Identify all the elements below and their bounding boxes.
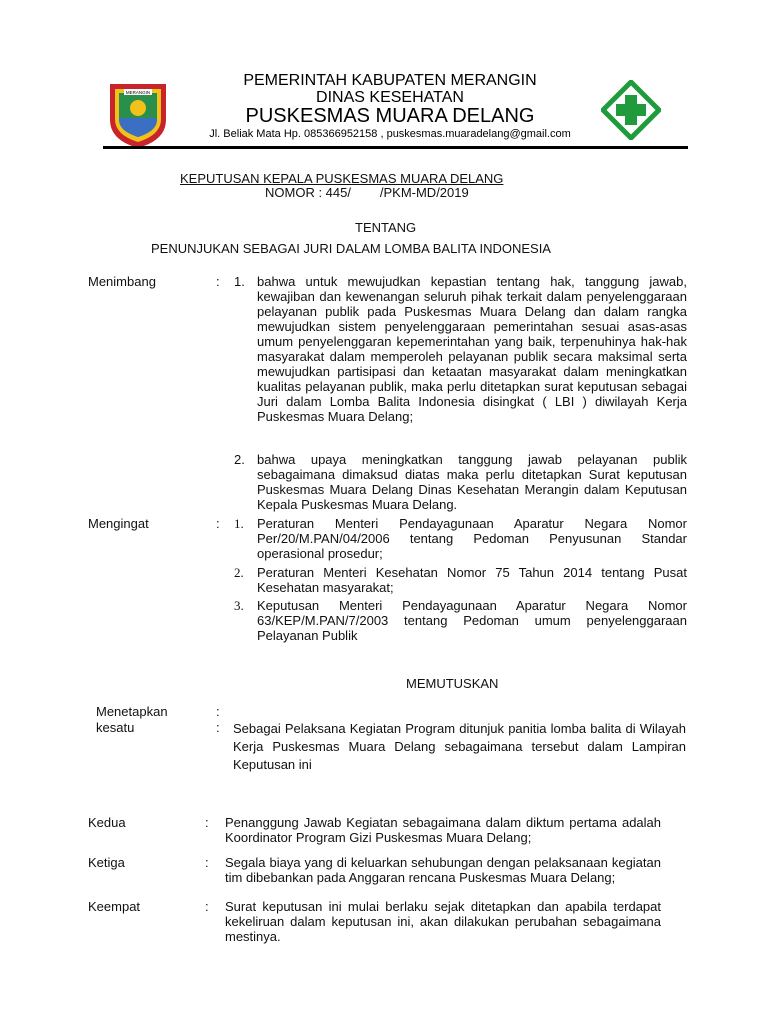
mengingat-item-3-text: Keputusan Menteri Pendayagunaan Aparatur Negara Nomor 63/KEP/M.PAN/7/2003 tentang Pedoman umum penyelenggaraan Pelayanan Publik [257,598,687,643]
decree-number: NOMOR : 445/ /PKM-MD/2019 [265,185,469,200]
header-divider [103,146,688,149]
puskesmas-cross-icon [601,80,661,140]
menimbang-item-1-num: 1. [234,274,245,289]
kesatu-text: Sebagai Pelaksana Kegiatan Program ditunjuk panitia lomba balita di Wilayah Kerja Puskesmas Muara Delang sebagaimana tersebut dalam Lampiran Keputusan ini [233,721,686,772]
decree-tentang: TENTANG [355,220,417,235]
mengingat-label: Mengingat [88,516,149,531]
svg-text:MERANGIN: MERANGIN [125,90,151,95]
keempat-colon: : [205,899,209,914]
header-line-2: DINAS KESEHATAN [316,89,464,106]
keempat-label: Keempat [88,899,141,914]
keempat-text: Surat keputusan ini mulai berlaku sejak ditetapkan dan apabila terdapat kekeliruan dalam keputusan ini, akan dilakukan perubahan sebagaimana mestinya. [225,899,661,944]
menimbang-label: Menimbang [88,274,156,289]
kedua-label: Kedua [88,815,126,830]
ketiga-colon: : [205,855,209,870]
header-line-3: PUSKESMAS MUARA DELANG [245,105,535,127]
kedua-colon: : [205,815,209,830]
mengingat-item-2-num: 2. [234,565,244,580]
mengingat-colon: : [216,516,220,531]
menetapkan-colon: : [216,704,220,719]
menetapkan-label: Menetapkan [96,704,168,719]
mengingat-item-1-text: Peraturan Menteri Pendayagunaan Aparatur Negara Nomor Per/20/M.PAN/04/2006 tentang Pedoman Penyusunan Standar operasional prosedur; [257,516,687,561]
menimbang-item-2-num: 2. [234,452,245,467]
puskesmas-logo [601,80,661,140]
kedua-text: Penanggung Jawab Kegiatan sebagaimana dalam diktum pertama adalah Koordinator Program Gizi Puskesmas Muara Delang; [225,815,661,845]
mengingat-item-1-num: 1. [234,516,244,531]
ketiga-text: Segala biaya yang di keluarkan sehubungan dengan pelaksanaan kegiatan tim dibebankan pada Anggaran rencana Puskesmas Muara Delang; [225,855,661,885]
mengingat-item-2-text: Peraturan Menteri Kesehatan Nomor 75 Tahun 2014 tentang Pusat Kesehatan masyarakat; [257,565,687,595]
decree-heading: KEPUTUSAN KEPALA PUSKESMAS MUARA DELANG [180,171,504,186]
header-address: Jl. Beliak Mata Hp. 085366952158 , puskesmas.muaradelang@gmail.com [209,128,571,140]
memutuskan-heading: MEMUTUSKAN [406,676,499,691]
header-line-1: PEMERINTAH KABUPATEN MERANGIN [243,72,537,89]
menimbang-item-1-text: bahwa untuk mewujudkan kepastian tentang hak, tanggung jawab, kewajiban dan kewenangan seluruh pihak terkait dalam penyelenggaraan pelayanan publik pada Puskesmas Muara Delang dan dalam rangka mewujudkan sistem penyelenggaraan pemerintahan sesuai asas-asas umum penyelenggaran kepemerintahan yang baik, terpenuhinya hak-hak masyarakat dalam memperoleh pelayanan publik secara maksimal serta mewujudkan partisipasi dan ketaatan masyarakat dalam meningkatkan kualitas pelayanan publik, maka perlu ditetapkan surat keputusan sebagai Juri dalam Lomba Balita Indonesia disingkat ( LBI ) diwilayah Kerja Puskesmas Muara Delang; [257,274,687,424]
ketiga-label: Ketiga [88,855,125,870]
decree-subject: PENUNJUKAN SEBAGAI JURI DALAM LOMBA BALITA INDONESIA [151,241,551,256]
menimbang-colon: : [216,274,220,289]
menimbang-item-2-text: bahwa upaya meningkatkan tanggung jawab pelayanan publik sebagaimana dimaksud diatas maka perlu ditetapkan Surat keputusan Puskesmas Muara Delang Dinas Kesehatan Merangin dalam Keputusan Kepala Puskesmas Muara Delang. [257,452,687,512]
kesatu-colon: : [216,720,220,735]
kesatu-label: kesatu [96,720,135,735]
mengingat-item-3-num: 3. [234,598,244,613]
